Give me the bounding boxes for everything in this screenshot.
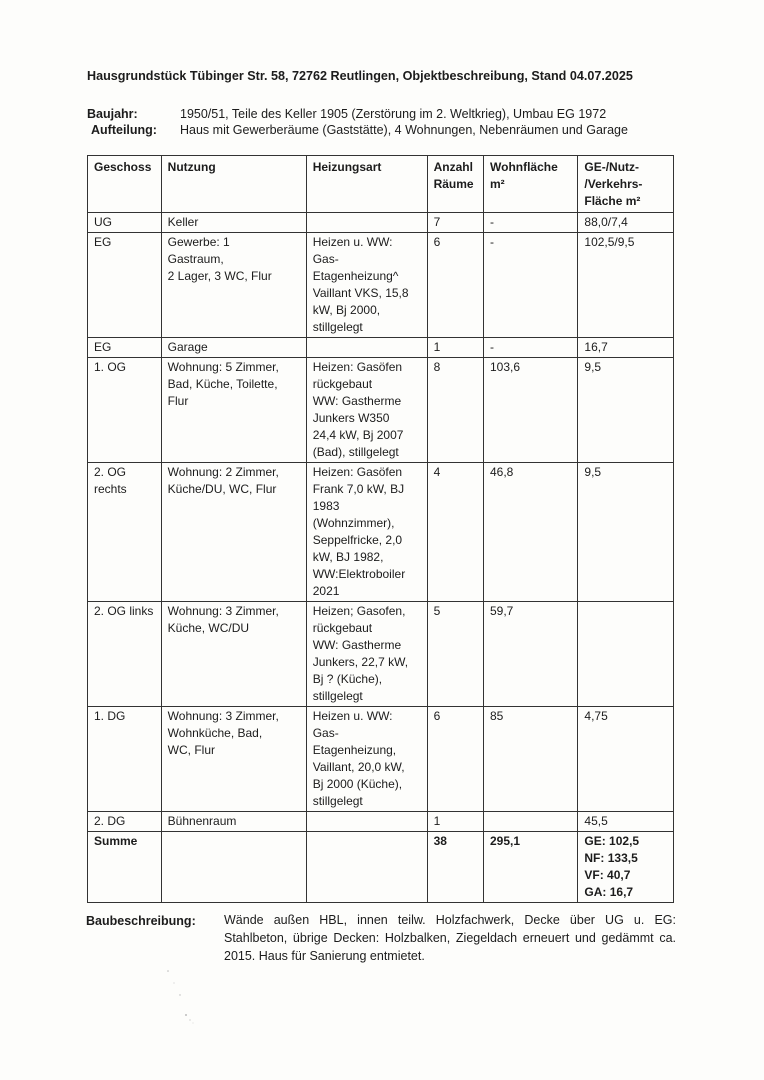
cell-nutzflaeche: 102,5/9,5 <box>578 233 674 338</box>
sum-row <box>88 832 674 903</box>
cell-anzahl-raeume: 1 <box>427 338 483 358</box>
cell-nutzflaeche: 16,7 <box>578 338 674 358</box>
cell-nutzung: Wohnung: 3 Zimmer, Küche, WC/DU <box>161 602 306 707</box>
cell-anzahl-raeume: 8 <box>427 358 483 463</box>
cell-wohnflaeche: - <box>484 213 578 233</box>
sum-cell-anzahl-raeume: 38 <box>427 832 483 903</box>
cell-nutzflaeche: 9,5 <box>578 358 674 463</box>
meta-aufteilung-value: Haus mit Gewerberäume (Gaststätte), 4 Wohnungen, Nebenräumen und Garage <box>180 123 628 137</box>
cell-heizungsart: Heizen; Gasofen, rückgebaut WW: Gastherme Junkers, 22,7 kW, Bj ? (Küche), stillgelegt <box>306 602 427 707</box>
cell-heizungsart <box>306 213 427 233</box>
meta-aufteilung-label: Aufteilung: <box>91 123 157 137</box>
property-table <box>87 155 674 903</box>
meta-baujahr <box>87 107 607 121</box>
cell-nutzflaeche <box>578 602 674 707</box>
sum-cell-wohnflaeche: 295,1 <box>484 832 578 903</box>
cell-geschoss: EG <box>88 233 162 338</box>
cell-nutzflaeche: 9,5 <box>578 463 674 602</box>
sum-cell-heizungsart <box>306 832 427 903</box>
table-row <box>88 707 674 812</box>
cell-heizungsart: Heizen u. WW: Gas- Etagenheizung, Vaillant, 20,0 kW, Bj 2000 (Küche), stillgelegt <box>306 707 427 812</box>
cell-heizungsart: Heizen: Gasöfen Frank 7,0 kW, BJ 1983 (Wohnzimmer), Seppelfricke, 2,0 kW, BJ 1982, WW:Elektroboiler 2021 <box>306 463 427 602</box>
cell-nutzung: Gewerbe: 1 Gastraum, 2 Lager, 3 WC, Flur <box>161 233 306 338</box>
cell-nutzung: Wohnung: 2 Zimmer, Küche/DU, WC, Flur <box>161 463 306 602</box>
table-row <box>88 358 674 463</box>
cell-wohnflaeche: 85 <box>484 707 578 812</box>
cell-geschoss: 2. OG links <box>88 602 162 707</box>
cell-geschoss: 1. OG <box>88 358 162 463</box>
cell-heizungsart <box>306 812 427 832</box>
cell-wohnflaeche: 59,7 <box>484 602 578 707</box>
cell-anzahl-raeume: 6 <box>427 707 483 812</box>
cell-anzahl-raeume: 7 <box>427 213 483 233</box>
table-row <box>88 338 674 358</box>
cell-wohnflaeche: 103,6 <box>484 358 578 463</box>
cell-heizungsart: Heizen u. WW: Gas- Etagenheizung^ Vaillant VKS, 15,8 kW, Bj 2000, stillgelegt <box>306 233 427 338</box>
cell-nutzung: Wohnung: 3 Zimmer, Wohnküche, Bad, WC, Flur <box>161 707 306 812</box>
cell-anzahl-raeume: 4 <box>427 463 483 602</box>
table-row <box>88 233 674 338</box>
meta-baujahr-value: 1950/51, Teile des Keller 1905 (Zerstörung im 2. Weltkrieg), Umbau EG 1972 <box>180 107 607 121</box>
cell-nutzflaeche: 45,5 <box>578 812 674 832</box>
table-row <box>88 463 674 602</box>
meta-baujahr-label: Baujahr: <box>87 107 138 121</box>
header-geschoss: Geschoss <box>88 156 162 213</box>
table-row <box>88 812 674 832</box>
cell-heizungsart: Heizen: Gasöfen rückgebaut WW: Gastherme Junkers W350 24,4 kW, Bj 2007 (Bad), stillgelegt <box>306 358 427 463</box>
sum-cell-geschoss: Summe <box>88 832 162 903</box>
cell-nutzung: Bühnenraum <box>161 812 306 832</box>
baubeschreibung-text: Wände außen HBL, innen teilw. Holzfachwerk, Decke über UG u. EG: Stahlbeton, übrige Decken: Holzbalken, Ziegeldach erneuert und gedämmt ca. 2015. Haus für Sanierung entmietet. <box>224 913 676 963</box>
header-nutzung: Nutzung <box>161 156 306 213</box>
cell-wohnflaeche: 46,8 <box>484 463 578 602</box>
sum-cell-nutzung <box>161 832 306 903</box>
cell-heizungsart <box>306 338 427 358</box>
cell-geschoss: 2. OG rechts <box>88 463 162 602</box>
cell-nutzflaeche: 88,0/7,4 <box>578 213 674 233</box>
cell-geschoss: EG <box>88 338 162 358</box>
cell-wohnflaeche <box>484 812 578 832</box>
cell-nutzflaeche: 4,75 <box>578 707 674 812</box>
header-nutzflaeche: GE-/Nutz- /Verkehrs- Fläche m² <box>578 156 674 213</box>
cell-anzahl-raeume: 6 <box>427 233 483 338</box>
table-row <box>88 602 674 707</box>
scan-specks <box>160 965 220 1035</box>
sum-cell-nutzflaeche: GE: 102,5 NF: 133,5 VF: 40,7 GA: 16,7 <box>578 832 674 903</box>
header-anzahl-raeume: Anzahl Räume <box>427 156 483 213</box>
table-header-row <box>88 156 674 213</box>
cell-anzahl-raeume: 1 <box>427 812 483 832</box>
cell-geschoss: 1. DG <box>88 707 162 812</box>
table-row <box>88 213 674 233</box>
cell-anzahl-raeume: 5 <box>427 602 483 707</box>
baubeschreibung-label: Baubeschreibung: <box>86 914 196 928</box>
header-wohnflaeche: Wohnfläche m² <box>484 156 578 213</box>
cell-geschoss: 2. DG <box>88 812 162 832</box>
cell-nutzung: Keller <box>161 213 306 233</box>
cell-nutzung: Garage <box>161 338 306 358</box>
cell-wohnflaeche: - <box>484 233 578 338</box>
document-title: Hausgrundstück Tübinger Str. 58, 72762 Reutlingen, Objektbeschreibung, Stand 04.07.2025 <box>87 69 633 83</box>
cell-wohnflaeche: - <box>484 338 578 358</box>
cell-nutzung: Wohnung: 5 Zimmer, Bad, Küche, Toilette, Flur <box>161 358 306 463</box>
cell-geschoss: UG <box>88 213 162 233</box>
header-heizungsart: Heizungsart <box>306 156 427 213</box>
meta-aufteilung <box>87 123 628 137</box>
